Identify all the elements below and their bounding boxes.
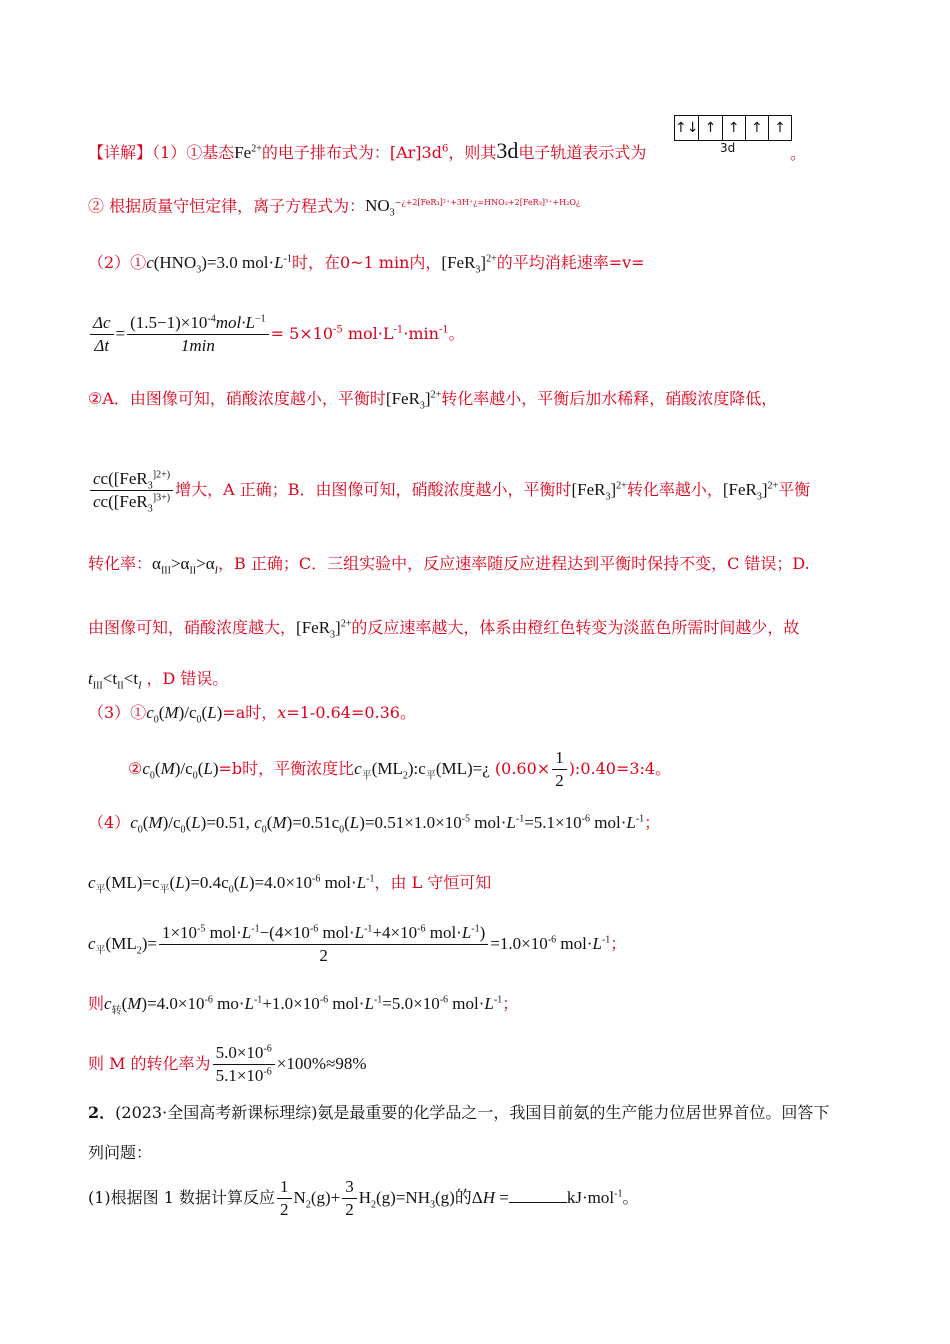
orbital-cell: ↑ — [699, 116, 722, 140]
orbital-cell: ↑ — [774, 120, 786, 136]
detail-line-3: $(2)①c(HNO_3)=3.0$ $mol\cdot L^{-1}$时，在0~1 min内，$[FeR_3]^{2+}$的平均消耗速率=v= — [88, 253, 645, 276]
detail-line-10: $(3)①c_0(M)/c_0(L)=a$时，x=1-0.64=0.36。 — [88, 703, 416, 726]
orbital-diagram — [674, 115, 792, 141]
ml2-fraction: $\frac{1\times 10^{-5} mol\cdot L^{-1}-(4\times 10^{-6} mol\cdot L^{-1}+4\times 10^{-6} mol\cdot L^{-1})}{2}$ — [159, 922, 488, 967]
orbital-label: 3d — [720, 141, 736, 155]
detail-line-7: 转化率：$\alpha_{III}>\alpha_{II}>\alpha_I$，B 正确；C．三组实验中，反应速率随反应进程达到平衡时保持不变，C 错误；D. — [88, 554, 810, 577]
detail-line-14: $c_平(ML_2)=$ $\frac{1\times 10^{-5} mol\cdot L^{-1}-(4\times 10^{-6} mol\cdot L^{-1}+4\times 10^{-6} mol\cdot L^{-1})}{2}$ $=1.0\times 10^{-6}$ $mol\cdot L^{-1}$； — [88, 923, 627, 965]
ratio-fraction: $\frac{cc([FeR_3^{]2+)}}{cc([FeR_3^{]3+)}}$ — [90, 468, 173, 513]
detail-line-15: 则$c_转(M)=4.0\times 10^{-6}$ $mo\cdot L^{-1}+1.0\times 10^{-6}$ $mol\cdot L^{-1}=5.0\times 10^{-6}$ $mol\cdot L^{-1}$； — [88, 994, 519, 1017]
detail-line-6: $\frac{cc([FeR_3^{]2+)}}{cc([FeR_3^{]3+)}}$ 增大，A 正确；B．由图像可知，硝酸浓度越小，平衡时$[FeR_3]^{2+}$转化率越小，$[FeR_3]^{2+}$平衡 — [88, 468, 858, 513]
question-2: 2．(2023·全国高考新课标理综)氨是最重要的化学品之一，我国目前氨的生产能力位居世界首位。回答下 — [88, 1103, 830, 1122]
detail-line-4: $\frac{\Delta c}{\Delta t}$ = $\frac{(1.5-1)\times 10^{-4}mol\cdot L^{-1}}{1\min}$ = $5\times 10^{-5}$ $mol\cdot L^{-1}\cdot\min^{-1}$。 — [88, 312, 858, 357]
detail-line-13: $c_平(ML)=c_平(L)=0.4c_0(L)=4.0\times 10^{-6}$ $mol\cdot L^{-1}$，由 L 守恒可知 — [88, 873, 492, 896]
detail-tag: 【详解】 — [88, 143, 153, 162]
detail-line-5: ②A．由图像可知，硝酸浓度越小，平衡时$[FeR_3]^{2+}$转化率越小，平衡后加水稀释，硝酸浓度降低， — [88, 389, 778, 412]
question-2-cont: 列问题： — [88, 1143, 153, 1162]
question-2-1: (1)根据图 1 数据计算反应 $\frac{1}{2}$ $N_2(g)+$ $\frac{3}{2}$ $H_2(g)=NH_3(g)$的ΔH = kJ·mol$^{-1}$。 — [88, 1177, 639, 1219]
answer-blank[interactable] — [509, 1202, 567, 1203]
detail-line-2: ② 根据质量守恒定律，离子方程式为：$NO_3^{-¿+2[FeR_3]^{2+}+3H^+¿=HNO_2+2[FeR_3]^{3+}+H_2O¿}$ — [88, 196, 581, 219]
half-fraction: $\frac{1}{2}$ — [277, 1176, 292, 1221]
three-halves-fraction: $\frac{3}{2}$ — [342, 1176, 357, 1221]
half-fraction: $\frac{1}{2}$ — [552, 747, 567, 792]
detail-line-16: 则 M 的转化率为 $\frac{5.0\times 10^{-6}}{5.1\times 10^{-6}}$ ×100%≈98% — [88, 1043, 367, 1085]
orbital-end: 。 — [790, 144, 807, 163]
detail-line-11: $②c_0(M)/c_0(L)=b$时，平衡浓度比$c_平(ML_2):c_平(ML)=¿$ (0.60× $\frac{1}{2}$ ):0.40=3:4。 — [128, 748, 672, 790]
detail-line-8: 由图像可知，硝酸浓度越大，$[FeR_3]^{2+}$的反应速率越大，体系由橙红色转变为淡蓝色所需时间越少，故 — [88, 618, 800, 641]
conversion-fraction: $\frac{5.0\times 10^{-6}}{5.1\times 10^{-6}}$ — [213, 1042, 275, 1087]
orbital-cell: ↑ — [746, 116, 769, 140]
detail-line-9: $t_{III}<t_{II}<t_I$ ，D 错误。 — [88, 669, 229, 692]
detail-line-12: $(4)c_0(M)/c_0(L)=0.51$, $c_0(M)=0.51c_0(L)=0.51\times 1.0\times 10^{-5}$ $mol\cdot L^{-1}=5.1\times 10^{-6}$ $mol\cdot L^{-1}$； — [88, 813, 661, 836]
delta-fraction: $\frac{\Delta c}{\Delta t}$ — [90, 312, 114, 357]
orbital-cell: ↑↓ — [675, 116, 699, 140]
detail-line-1: 【详解】（1）①基态$Fe^{2+}$的电子排布式为：$[Ar]3d^6$，则其3d电子轨道表示式为 — [88, 138, 647, 163]
orbital-cell: ↑ — [723, 116, 746, 140]
rate-fraction: $\frac{(1.5-1)\times 10^{-4}mol\cdot L^{-1}}{1\min}$ — [127, 312, 268, 357]
